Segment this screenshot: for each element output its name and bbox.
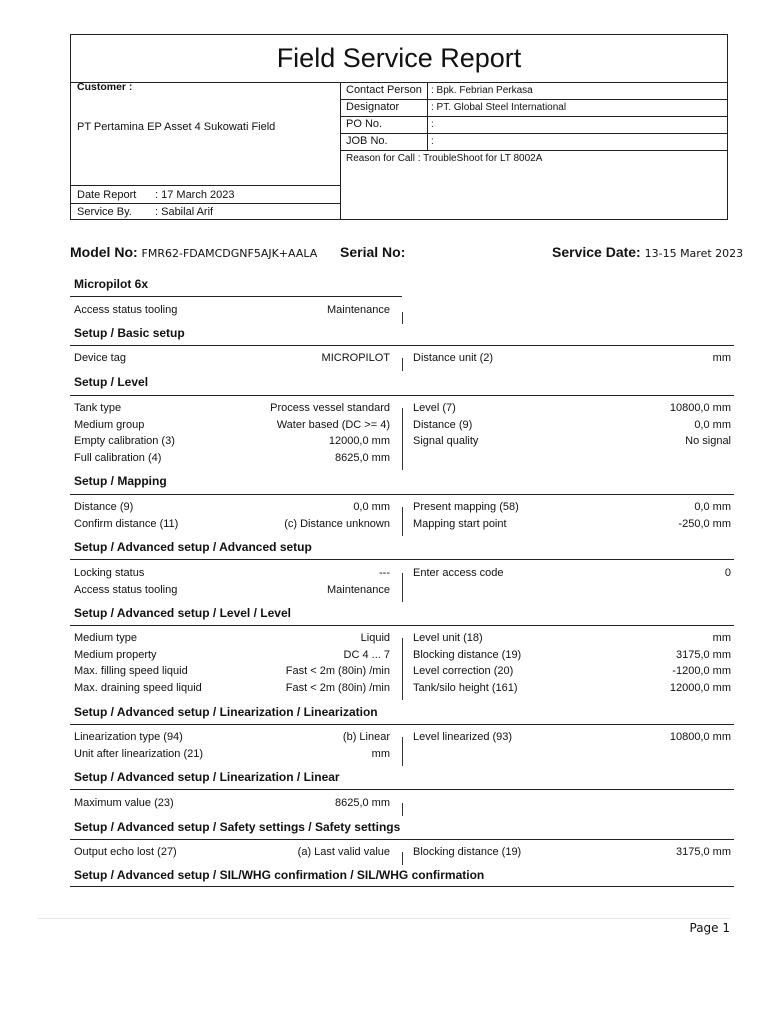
- column-divider: [402, 408, 403, 470]
- section-divider: [70, 789, 734, 790]
- section-divider: [70, 724, 734, 725]
- parameter-label: Device tag: [74, 352, 126, 364]
- parameter-value: Maintenance: [327, 304, 390, 316]
- section-title: Setup / Basic setup: [74, 326, 185, 340]
- parameter-value: DC 4 ... 7: [343, 648, 390, 661]
- parameter-value: 3175,0 mm: [675, 846, 731, 858]
- date-report-row: [77, 189, 235, 201]
- divider: [71, 203, 340, 204]
- parameter-row: [74, 402, 390, 418]
- parameter-label: Distance unit (2): [413, 352, 494, 364]
- parameter-value: No signal: [685, 435, 731, 447]
- parameter-label: Tank type: [74, 402, 122, 414]
- reason-for-call: Reason for Call : TroubleShoot for LT 8002A: [346, 153, 543, 164]
- parameter-value: 0,0 mm: [694, 418, 731, 431]
- section-divider: [70, 886, 734, 887]
- date-report-label: Date Report: [77, 189, 137, 201]
- designator-label: Designator: [346, 101, 400, 113]
- section-title: Setup / Advanced setup / Advanced setup: [74, 540, 312, 554]
- parameter-value: -1200,0 mm: [672, 665, 731, 677]
- parameter-value: mm: [712, 352, 731, 364]
- parameter-row: [413, 352, 731, 368]
- parameter-label: Access status tooling: [74, 304, 178, 316]
- contact-person-value: : Bpk. Febrian Perkasa: [431, 85, 533, 96]
- parameter-row: [413, 665, 731, 681]
- customer-name: PT Pertamina EP Asset 4 Sukowati Field: [77, 121, 276, 133]
- parameter-label: Unit after linearization (21): [74, 747, 204, 760]
- service-date: [552, 244, 743, 260]
- parameter-row: [74, 797, 390, 813]
- parameter-value: 12000,0 mm: [328, 435, 390, 447]
- parameter-value: -250,0 mm: [678, 517, 731, 530]
- section-title: Micropilot 6x: [74, 277, 149, 291]
- parameter-row: [74, 567, 390, 583]
- contact-person-row: [340, 82, 727, 100]
- po-label: PO No.: [346, 118, 383, 130]
- service-date-label: Service Date:: [552, 244, 641, 260]
- service-by-row: [77, 206, 214, 218]
- report-header: [70, 34, 728, 220]
- parameter-label: Max. draining speed liquid: [74, 681, 202, 694]
- parameter-value: Fast < 2m (80in) /min: [285, 681, 390, 694]
- parameter-row: [413, 501, 731, 517]
- contact-person-label: Contact Person: [346, 84, 422, 96]
- parameter-label: Level correction (20): [413, 665, 514, 677]
- po-row: [340, 116, 727, 134]
- parameter-value: Fast < 2m (80in) /min: [285, 665, 390, 677]
- job-row: [340, 133, 727, 151]
- parameter-value: mm: [712, 632, 731, 644]
- job-label: JOB No.: [346, 135, 388, 147]
- parameter-label: Present mapping (58): [413, 501, 519, 513]
- parameter-label: Level unit (18): [413, 632, 483, 644]
- parameter-row: [413, 731, 731, 747]
- parameter-row: [413, 402, 731, 418]
- section-divider: [70, 296, 402, 297]
- parameter-label: Medium type: [74, 632, 137, 644]
- customer-label: Customer :: [77, 81, 133, 93]
- parameter-label: Empty calibration (3): [74, 435, 175, 447]
- parameter-row: [413, 846, 731, 862]
- column-divider: [402, 358, 403, 371]
- footer-divider: [38, 918, 730, 919]
- parameter-row: [74, 419, 390, 435]
- parameter-row: [413, 567, 731, 583]
- po-value: :: [431, 119, 434, 130]
- parameter-value: mm: [371, 747, 390, 760]
- section-title: Setup / Advanced setup / Linearization / Linear: [74, 770, 340, 784]
- parameter-label: Max. filling speed liquid: [74, 665, 188, 677]
- parameter-value: Water based (DC >= 4): [276, 418, 390, 431]
- parameter-row: [74, 352, 390, 368]
- parameter-row: [413, 518, 731, 534]
- model-value: FMR62-FDAMCDGNF5AJK+AALA: [141, 247, 318, 260]
- parameter-row: [74, 518, 390, 534]
- parameter-value: Liquid: [360, 632, 390, 644]
- section-divider: [70, 625, 734, 626]
- parameter-label: Distance (9): [413, 418, 473, 431]
- column-divider: [402, 737, 403, 766]
- parameter-label: Confirm distance (11): [74, 517, 179, 530]
- parameter-value: 0,0 mm: [694, 501, 731, 513]
- report-title: Field Service Report: [276, 43, 522, 73]
- section-title: Setup / Advanced setup / Linearization / Linearization: [74, 705, 378, 719]
- parameter-row: [74, 665, 390, 681]
- parameter-row: [413, 632, 731, 648]
- job-value: :: [431, 136, 434, 147]
- parameter-value: Process vessel standard: [270, 402, 390, 414]
- service-date-value: 13-15 Maret 2023: [644, 247, 744, 260]
- parameter-row: [74, 435, 390, 451]
- parameter-label: Signal quality: [413, 435, 479, 447]
- parameter-row: [413, 435, 731, 451]
- parameter-label: Level (7): [413, 402, 456, 414]
- section-title: Setup / Advanced setup / SIL/WHG confirmation / SIL/WHG confirmation: [74, 868, 485, 882]
- parameter-row: [74, 748, 390, 764]
- section-title: Setup / Advanced setup / Level / Level: [74, 606, 291, 620]
- parameter-label: Enter access code: [413, 567, 504, 579]
- column-divider: [402, 507, 403, 536]
- parameter-label: Medium group: [74, 418, 145, 431]
- section-divider: [70, 395, 734, 396]
- parameter-row: [413, 682, 731, 698]
- column-divider: [402, 312, 403, 324]
- parameter-label: Full calibration (4): [74, 451, 162, 464]
- parameter-value: 0,0 mm: [353, 501, 390, 513]
- parameter-label: Access status tooling: [74, 583, 178, 596]
- parameter-row: [74, 584, 390, 600]
- parameter-label: Mapping start point: [413, 517, 507, 530]
- parameter-label: Linearization type (94): [74, 731, 183, 743]
- parameter-label: Level linearized (93): [413, 731, 513, 743]
- section-title: Setup / Mapping: [74, 474, 167, 488]
- parameter-value: 12000,0 mm: [669, 681, 731, 694]
- parameter-label: Blocking distance (19): [413, 846, 522, 858]
- designator-value: : PT. Global Steel International: [431, 102, 567, 113]
- parameter-label: Locking status: [74, 567, 145, 579]
- parameter-value: (c) Distance unknown: [284, 517, 390, 530]
- parameter-row: [74, 304, 390, 320]
- parameter-value: ---: [379, 567, 390, 579]
- parameter-row: [413, 419, 731, 435]
- parameter-row: [74, 649, 390, 665]
- parameter-value: (a) Last valid value: [297, 846, 390, 858]
- model-label: Model No:: [70, 244, 138, 260]
- section-divider: [70, 559, 734, 560]
- parameter-value: MICROPILOT: [321, 352, 390, 364]
- date-report-value: : 17 March 2023: [155, 189, 235, 201]
- designator-row: [340, 99, 727, 117]
- service-by-label: Service By.: [77, 206, 132, 218]
- column-divider: [402, 573, 403, 602]
- parameter-value: 10800,0 mm: [669, 731, 731, 743]
- parameter-value: 0: [724, 567, 731, 579]
- parameter-label: Output echo lost (27): [74, 846, 177, 858]
- parameter-value: Maintenance: [327, 583, 390, 596]
- parameter-row: [74, 731, 390, 747]
- section-divider: [70, 839, 734, 840]
- parameter-row: [74, 632, 390, 648]
- model-number: [70, 244, 317, 260]
- parameter-value: 3175,0 mm: [675, 648, 731, 661]
- parameter-row: [74, 682, 390, 698]
- section-divider: [70, 494, 734, 495]
- parameter-value: 8625,0 mm: [334, 451, 390, 464]
- parameter-row: [413, 649, 731, 665]
- page-number: Page 1: [689, 921, 730, 935]
- parameter-label: Tank/silo height (161): [413, 681, 518, 694]
- parameter-value: (b) Linear: [342, 731, 390, 743]
- serial-label: Serial No:: [340, 244, 406, 260]
- parameter-value: 8625,0 mm: [334, 797, 390, 809]
- parameter-label: Distance (9): [74, 501, 134, 513]
- service-by-value: : Sabilal Arif: [155, 206, 214, 218]
- parameter-value: 10800,0 mm: [669, 402, 731, 414]
- parameter-label: Blocking distance (19): [413, 648, 522, 661]
- column-divider: [402, 852, 403, 865]
- divider: [71, 185, 340, 186]
- section-title: Setup / Level: [74, 375, 149, 389]
- parameter-row: [74, 846, 390, 862]
- parameter-label: Maximum value (23): [74, 797, 174, 809]
- parameter-label: Medium property: [74, 648, 157, 661]
- section-divider: [70, 345, 734, 346]
- parameter-row: [74, 501, 390, 517]
- section-title: Setup / Advanced setup / Safety settings / Safety settings: [74, 820, 401, 834]
- column-divider: [402, 803, 403, 816]
- parameter-row: [74, 452, 390, 468]
- column-divider: [402, 638, 403, 700]
